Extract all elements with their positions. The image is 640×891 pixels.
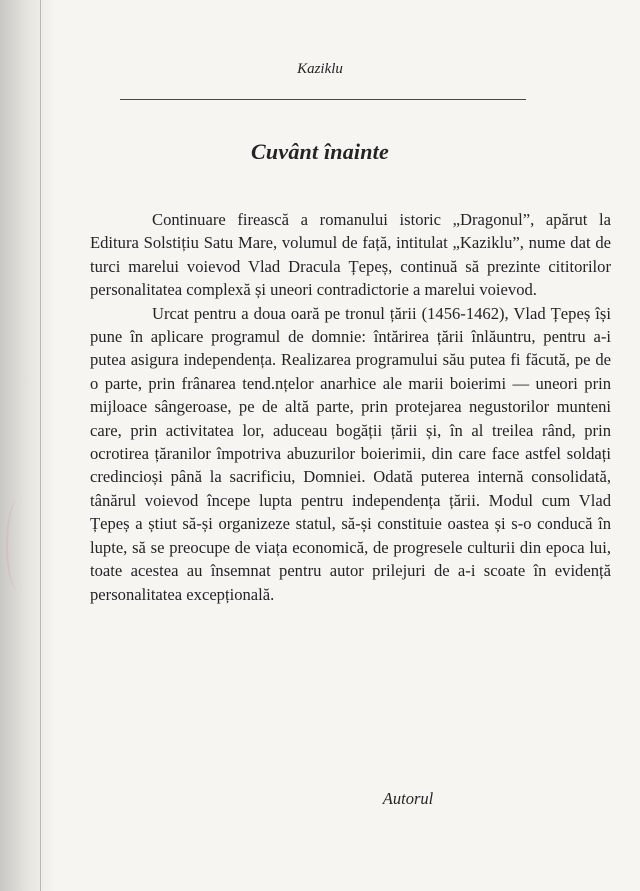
paragraph-1: Continuare firească a romanului istoric „Dragonul”, apărut la Editura Solstițiu Satu Mare, volumul de față, intitulat „Kaziklu”, nume dat de turci marelui voievod Vlad Dracula Țepeș, continuă să prezinte cititorilor personalitatea complexă și uneori contradictorie a marelui voievod. [90, 210, 611, 300]
running-head: Kaziklu [297, 61, 343, 77]
author-signature: Autorul [382, 789, 434, 808]
header-rule [120, 99, 526, 100]
binding-gutter [0, 0, 56, 891]
gutter-line [40, 0, 41, 891]
pen-mark-decoration [6, 500, 30, 590]
chapter-title: Cuvânt înainte [251, 139, 389, 164]
body-text [90, 208, 611, 606]
paragraph-2: Urcat pentru a doua oară pe tronul țării (1456-1462), Vlad Țepeș își pune în aplicare programul de domnie: întărirea țării înlăuntru, pentru a-i putea asigura independența. Realizarea programului său putea fi făcută, pe de o parte, prin frânarea tend.nțelor anarhice ale marii boierimi — uneori prin mijloace sângeroase, pe de altă parte, prin protejarea negustorilor munteni care, prin activitatea lor, aduceau bogății țării și, în al treilea rând, prin ocrotirea țăranilor împotriva abuzurilor boierimii, din care face astfel soldați credincioși până la sacrificiu, Domniei. Odată puterea internă consolidată, tânărul voievod începe lupta pentru independența țării. Modul cum Vlad Țepeș a știut să-și organizeze statul, să-și constituie oastea și s-o conducă în lupte, să se preocupe de viața economică, de progresele culturii din epoca lui, toate acestea au însemnat pentru autor prilejuri de a-i scoate în evidență personalitatea excepțională. [90, 303, 611, 604]
